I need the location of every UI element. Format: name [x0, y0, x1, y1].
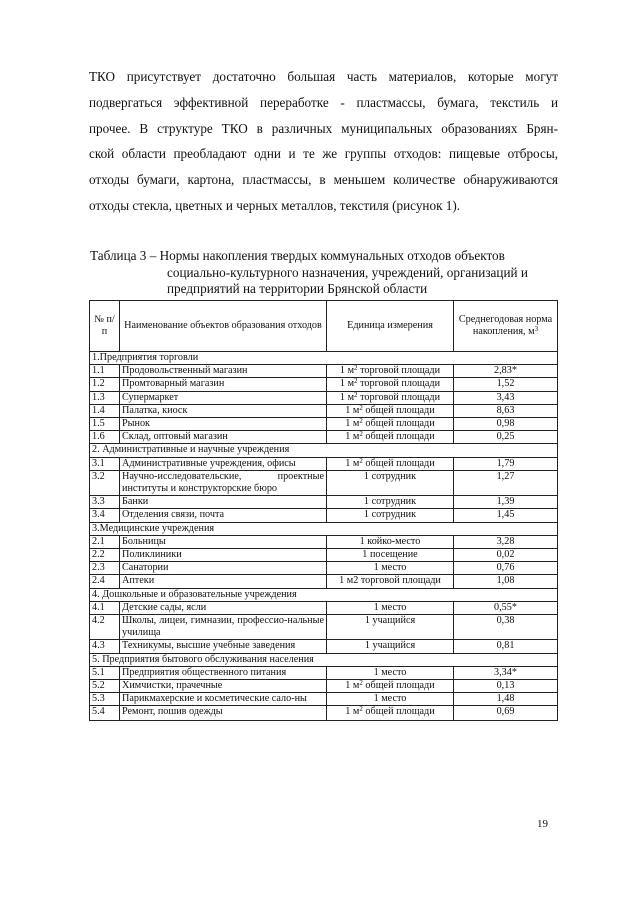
row-name: Научно-исследовательские, проектные институты и конструкторские бюро — [120, 470, 327, 495]
section-row — [90, 522, 558, 535]
row-name: Рынок — [120, 418, 327, 431]
row-unit — [327, 431, 454, 444]
row-name: Парикмахерские и косметические сало-ны — [120, 693, 327, 706]
row-value: 0,55* — [454, 601, 558, 614]
unit-text: 1 м — [339, 365, 355, 377]
row-name: Промтоварный магазин — [120, 378, 327, 391]
row-num: 1.6 — [90, 431, 120, 444]
unit-text: 1 м — [345, 431, 360, 443]
table-row — [90, 640, 558, 653]
header-norm-sup: 3 — [534, 325, 539, 333]
row-num: 5.1 — [90, 666, 120, 679]
row-unit: 1 сотрудник — [327, 496, 454, 509]
row-value: 0,98 — [454, 418, 558, 431]
row-num: 3.3 — [90, 496, 120, 509]
section-title: 5. Предприятия бытового обслуживания населения — [90, 653, 558, 666]
header-unit: Единица измерения — [327, 301, 454, 352]
table-row — [90, 549, 558, 562]
unit-text: торговой площади — [357, 391, 441, 403]
row-name: Административные учреждения, офисы — [120, 457, 327, 470]
table-row — [90, 680, 558, 693]
table-row — [90, 496, 558, 509]
row-num: 3.1 — [90, 457, 120, 470]
row-value: 1,79 — [454, 457, 558, 470]
row-name: Химчистки, прачечные — [120, 680, 327, 693]
header-norm — [454, 301, 558, 352]
row-value: 0,13 — [454, 680, 558, 693]
row-num: 4.2 — [90, 615, 120, 640]
row-value: 1,52 — [454, 378, 558, 391]
row-num: 3.4 — [90, 509, 120, 522]
row-num: 2.1 — [90, 535, 120, 548]
row-num: 4.1 — [90, 601, 120, 614]
row-num: 5.3 — [90, 693, 120, 706]
row-name: Поликлиники — [120, 549, 327, 562]
row-name: Банки — [120, 496, 327, 509]
row-value: 1,45 — [454, 509, 558, 522]
table-row — [90, 457, 558, 470]
row-value: 3,28 — [454, 535, 558, 548]
unit-text: 1 м — [345, 418, 360, 430]
row-num: 1.5 — [90, 418, 120, 431]
row-num: 1.1 — [90, 365, 120, 378]
unit-text: общей площади — [362, 404, 435, 416]
table-row — [90, 615, 558, 640]
table-caption — [90, 248, 560, 298]
unit-text: общей площади — [362, 706, 435, 718]
row-unit — [327, 365, 454, 378]
paragraph-line: отходы бумаги, картона, пластмассы, в меньшем количестве обнаруживаются — [89, 172, 558, 188]
caption-line: предприятий на территории Брянской области — [167, 281, 428, 296]
table-row — [90, 418, 558, 431]
row-unit: 1 сотрудник — [327, 470, 454, 495]
unit-sup: 2 — [359, 430, 363, 439]
unit-text: общей площади — [362, 457, 435, 469]
row-value: 0,76 — [454, 562, 558, 575]
row-unit: 1 посещение — [327, 549, 454, 562]
unit-sup: 2 — [359, 417, 363, 426]
row-value: 3,43 — [454, 391, 558, 404]
table-header-row — [90, 301, 558, 352]
row-num: 3.2 — [90, 470, 120, 495]
row-name: Аптеки — [120, 575, 327, 588]
row-unit: 1 койко-место — [327, 535, 454, 548]
row-unit: 1 место — [327, 693, 454, 706]
table-row — [90, 365, 558, 378]
table-row — [90, 693, 558, 706]
row-unit — [327, 418, 454, 431]
page-number: 19 — [537, 818, 548, 830]
unit-text: 1 м — [345, 404, 360, 416]
row-value: 1,48 — [454, 693, 558, 706]
unit-text: общей площади — [362, 431, 435, 443]
row-unit: 1 место — [327, 562, 454, 575]
unit-text: 1 м — [345, 457, 360, 469]
table-row — [90, 666, 558, 679]
paragraph-line: прочее. В структуре ТКО в различных муниципальных образованиях Брян- — [89, 120, 558, 136]
caption-line: социально-культурного назначения, учреждений, организаций и — [167, 264, 528, 280]
row-name: Школы, лицеи, гимназии, профессио-нальные училища — [120, 615, 327, 640]
row-value: 0,69 — [454, 706, 558, 721]
row-unit — [327, 404, 454, 417]
section-title: 2. Административные и научные учреждения — [90, 444, 558, 457]
row-unit: 1 место — [327, 601, 454, 614]
row-value: 1,08 — [454, 575, 558, 588]
row-name: Палатка, киоск — [120, 404, 327, 417]
table-row — [90, 562, 558, 575]
row-name: Техникумы, высшие учебные заведения — [120, 640, 327, 653]
header-name: Наименование объектов образования отходов — [120, 301, 327, 352]
unit-sup: 2 — [354, 390, 358, 399]
row-num: 1.3 — [90, 391, 120, 404]
row-num: 5.2 — [90, 680, 120, 693]
unit-sup: 2 — [354, 364, 358, 373]
row-value: 2,83* — [454, 365, 558, 378]
row-num: 1.2 — [90, 378, 120, 391]
section-title: 1.Предприятия торговли — [90, 352, 558, 365]
row-unit: 1 учащийся — [327, 640, 454, 653]
table-row — [90, 509, 558, 522]
row-name: Отделения связи, почта — [120, 509, 327, 522]
section-row — [90, 653, 558, 666]
table-row — [90, 535, 558, 548]
row-value: 0,25 — [454, 431, 558, 444]
unit-text: 1 м — [345, 706, 360, 718]
unit-text: 1 м — [339, 391, 355, 403]
row-unit: 1 учащийся — [327, 615, 454, 640]
row-unit: 1 место — [327, 666, 454, 679]
section-title: 3.Медицинские учреждения — [90, 522, 558, 535]
row-value: 8,63 — [454, 404, 558, 417]
unit-sup: 2 — [359, 705, 363, 714]
row-name: Санатории — [120, 562, 327, 575]
row-name: Детские сады, ясли — [120, 601, 327, 614]
unit-text: торговой площади — [357, 378, 441, 390]
body-paragraph — [89, 64, 558, 219]
section-row — [90, 352, 558, 365]
paragraph-line: подвергаться эффективной переработке - пластмассы, бумага, текстиль и — [89, 94, 558, 110]
row-name: Больницы — [120, 535, 327, 548]
row-unit — [327, 680, 454, 693]
header-norm-text: Среднегодовая норма накопления, м — [458, 313, 553, 337]
row-value: 0,02 — [454, 549, 558, 562]
table-row — [90, 431, 558, 444]
unit-sup: 2 — [359, 403, 363, 412]
row-name: Ремонт, пошив одежды — [120, 706, 327, 721]
paragraph-line: ТКО присутствует достаточно большая часть материалов, которые могут — [89, 69, 558, 84]
row-num: 2.4 — [90, 575, 120, 588]
unit-text: общей площади — [362, 680, 435, 692]
unit-text: общей площади — [362, 418, 435, 430]
paragraph-line: ской области преобладают одни и те же группы отходов: пищевые отбросы, — [89, 146, 558, 162]
header-num: № п/п — [90, 301, 120, 352]
paragraph-line: отходы стекла, цветных и черных металлов, текстиля (рисунок 1). — [89, 197, 461, 213]
section-row — [90, 444, 558, 457]
table-row — [90, 601, 558, 614]
row-unit — [327, 457, 454, 470]
caption-line: Таблица 3 – Нормы накопления твердых коммунальных отходов объектов — [90, 248, 505, 263]
row-num: 2.3 — [90, 562, 120, 575]
row-name: Предприятия общественного питания — [120, 666, 327, 679]
row-unit: 1 м2 торговой площади — [327, 575, 454, 588]
row-unit: 1 сотрудник — [327, 509, 454, 522]
table-row — [90, 470, 558, 495]
row-name: Продовольственный магазин — [120, 365, 327, 378]
unit-sup: 2 — [359, 456, 363, 465]
unit-text: 1 м — [345, 680, 360, 692]
row-num: 2.2 — [90, 549, 120, 562]
section-row — [90, 588, 558, 601]
unit-sup: 2 — [359, 679, 363, 688]
table-row — [90, 391, 558, 404]
unit-text: торговой площади — [357, 365, 441, 377]
table-row — [90, 404, 558, 417]
row-num: 4.3 — [90, 640, 120, 653]
table-row — [90, 706, 558, 721]
row-value: 0,38 — [454, 615, 558, 640]
unit-text: 1 м — [339, 378, 355, 390]
row-unit — [327, 706, 454, 721]
row-value: 3,34* — [454, 666, 558, 679]
table-row — [90, 378, 558, 391]
table-row — [90, 575, 558, 588]
row-name: Супермаркет — [120, 391, 327, 404]
row-value: 0,81 — [454, 640, 558, 653]
row-unit — [327, 378, 454, 391]
row-value: 1,27 — [454, 470, 558, 495]
row-unit — [327, 391, 454, 404]
row-name: Склад, оптовый магазин — [120, 431, 327, 444]
section-title: 4. Дошкольные и образовательные учреждения — [90, 588, 558, 601]
waste-norms-table — [89, 300, 558, 721]
row-num: 5.4 — [90, 706, 120, 721]
unit-sup: 2 — [354, 377, 358, 386]
row-value: 1,39 — [454, 496, 558, 509]
row-num: 1.4 — [90, 404, 120, 417]
